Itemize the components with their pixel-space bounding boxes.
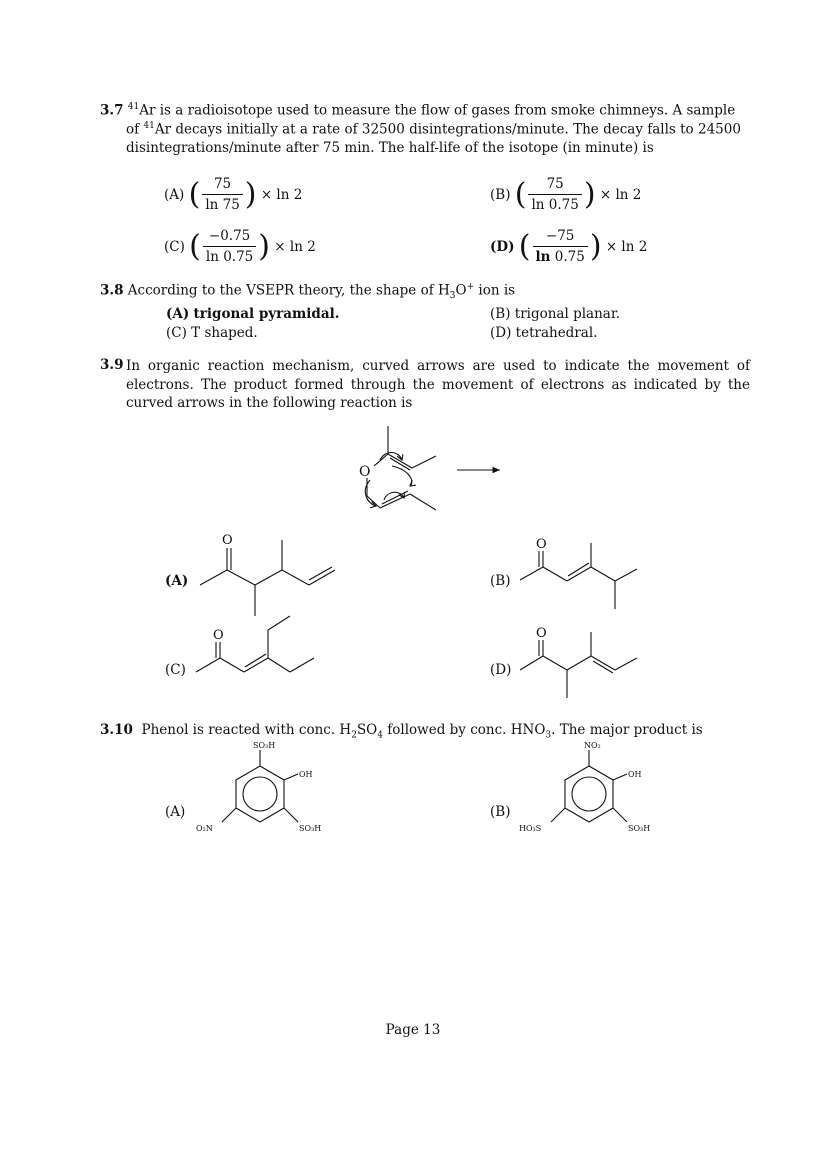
q39-option-a-structure <box>195 530 345 620</box>
substituent-left-label: O₂N <box>196 824 213 833</box>
q38-sub: 3 <box>449 291 456 302</box>
q310-option-b-structure <box>515 738 675 838</box>
q38-option-b <box>490 306 620 322</box>
q37-option-d: (D) ( $\frac{-75}{\ln 0.75}$ ) × ln 2 <box>490 228 648 265</box>
q37-isotope-sup2: 41 <box>143 121 155 131</box>
q37-isotope-sup1: 41 <box>127 102 140 112</box>
q39-reactant-structure <box>340 420 520 520</box>
numerator: 75 <box>202 176 242 195</box>
q39-text: In organic reaction mechanism, curved arrows are used to indicate the movement of electrons. The product formed through the movement of electrons as indicated by the curved arrows in the following reaction is <box>126 358 750 411</box>
q39-option-c-label: (C) <box>165 662 186 678</box>
q37-line2 <box>126 121 741 138</box>
option-text: trigonal planar. <box>514 306 621 322</box>
q310-text3: followed by conc. HNO <box>383 722 546 738</box>
option-label: (A) <box>164 186 185 203</box>
q310-option-a-label: (A) <box>165 804 186 820</box>
q38-sup: + <box>466 282 475 292</box>
q310-text2: SO <box>356 722 378 738</box>
q38-option-a <box>166 306 339 322</box>
q38-text-post: ion is <box>474 282 516 299</box>
fraction <box>203 228 256 265</box>
q37-option-a: (A) ( $\frac{75}{\ln 75}$ ) × ln 2 <box>164 176 303 213</box>
q39-option-b-structure <box>515 535 645 615</box>
q39-option-d-label: (D) <box>490 662 512 678</box>
multiplier: × ln 2 <box>599 186 642 203</box>
q37-text1: Ar is a radioisotope used to measure the flow of gases from smoke chimneys. A sample <box>139 102 736 119</box>
q310-sub3: 3 <box>545 730 552 741</box>
page-number: Page 13 <box>385 1022 441 1038</box>
q39-option-b-label: (B) <box>490 573 511 589</box>
q37-option-c: (C) ( $\frac{-0.75}{\ln 0.75}$ ) × ln 2 <box>164 228 316 265</box>
substituent-top-label: SO₃H <box>253 741 276 750</box>
option-text: T shaped. <box>191 325 258 341</box>
denominator: ln 75 <box>205 197 240 213</box>
multiplier: × ln 2 <box>605 238 648 255</box>
q38-question <box>100 282 515 301</box>
numerator: −0.75 <box>203 228 256 247</box>
carbonyl-oxygen-label: O <box>536 537 547 552</box>
q310-number: 3.10 <box>100 722 133 738</box>
q37-text2: Ar decays initially at a rate of 32500 disintegrations/minute. The decay falls to 24500 <box>154 121 741 138</box>
q38-option-c <box>166 325 258 341</box>
denominator-rest: 0.75 <box>550 249 585 265</box>
q38-o: O <box>455 282 467 299</box>
fraction <box>528 176 581 213</box>
multiplier: × ln 2 <box>274 238 316 255</box>
q310-option-a-structure <box>190 738 350 838</box>
q37-line2-pre: of <box>126 121 144 138</box>
q37-line1 <box>100 102 735 119</box>
q37-option-b: (B) ( $\frac{75}{\ln 0.75}$ ) × ln 2 <box>490 176 642 213</box>
numerator: 75 <box>528 176 581 195</box>
option-label: (D) <box>490 238 515 255</box>
q310-sub2: 4 <box>377 730 383 741</box>
denominator-bold: ln <box>535 249 551 265</box>
q39-option-a-label: (A) <box>165 573 189 589</box>
option-label: (B) <box>490 306 511 322</box>
q37-line3: disintegrations/minute after 75 min. The half-life of the isotope (in minute) is <box>126 140 654 156</box>
carbonyl-oxygen-label: O <box>222 533 233 548</box>
option-label: (B) <box>490 186 511 203</box>
option-text: trigonal pyramidal. <box>193 306 340 322</box>
q38-number: 3.8 <box>100 282 124 299</box>
option-label: (C) <box>164 238 185 255</box>
carbonyl-oxygen-label: O <box>536 626 547 641</box>
fraction <box>202 176 242 213</box>
q310-sub1: 2 <box>351 730 357 741</box>
q310-option-b-label: (B) <box>490 804 511 820</box>
denominator: ln 0.75 <box>205 249 254 265</box>
fraction <box>533 228 588 265</box>
q39-option-d-structure <box>515 622 645 702</box>
q39-number: 3.9 <box>100 357 124 373</box>
option-label: (D) <box>490 325 512 341</box>
substituent-top-label: NO₂ <box>584 741 601 750</box>
option-label: (A) <box>166 306 190 322</box>
q310-text4: . The major product is <box>551 722 703 738</box>
hydroxyl-label: OH <box>628 770 642 779</box>
numerator: −75 <box>533 228 588 247</box>
option-text: tetrahedral. <box>515 325 598 341</box>
q39-option-c-structure <box>190 610 330 685</box>
hydroxyl-label: OH <box>299 770 313 779</box>
q37-number: 3.7 <box>100 102 124 119</box>
denominator: ln 0.75 <box>531 197 579 213</box>
q38-option-d <box>490 325 597 341</box>
q38-text: According to the VSEPR theory, the shape of H <box>127 282 450 299</box>
substituent-left-label: HO₃S <box>519 824 542 833</box>
multiplier: × ln 2 <box>260 186 303 203</box>
substituent-right-label: SO₃H <box>299 824 322 833</box>
q310-text1: Phenol is reacted with conc. H <box>141 722 352 738</box>
q39-oxygen-label: O <box>359 464 371 480</box>
substituent-right-label: SO₃H <box>628 824 651 833</box>
option-label: (C) <box>166 325 187 341</box>
carbonyl-oxygen-label: O <box>213 628 224 643</box>
denominator <box>533 247 588 265</box>
